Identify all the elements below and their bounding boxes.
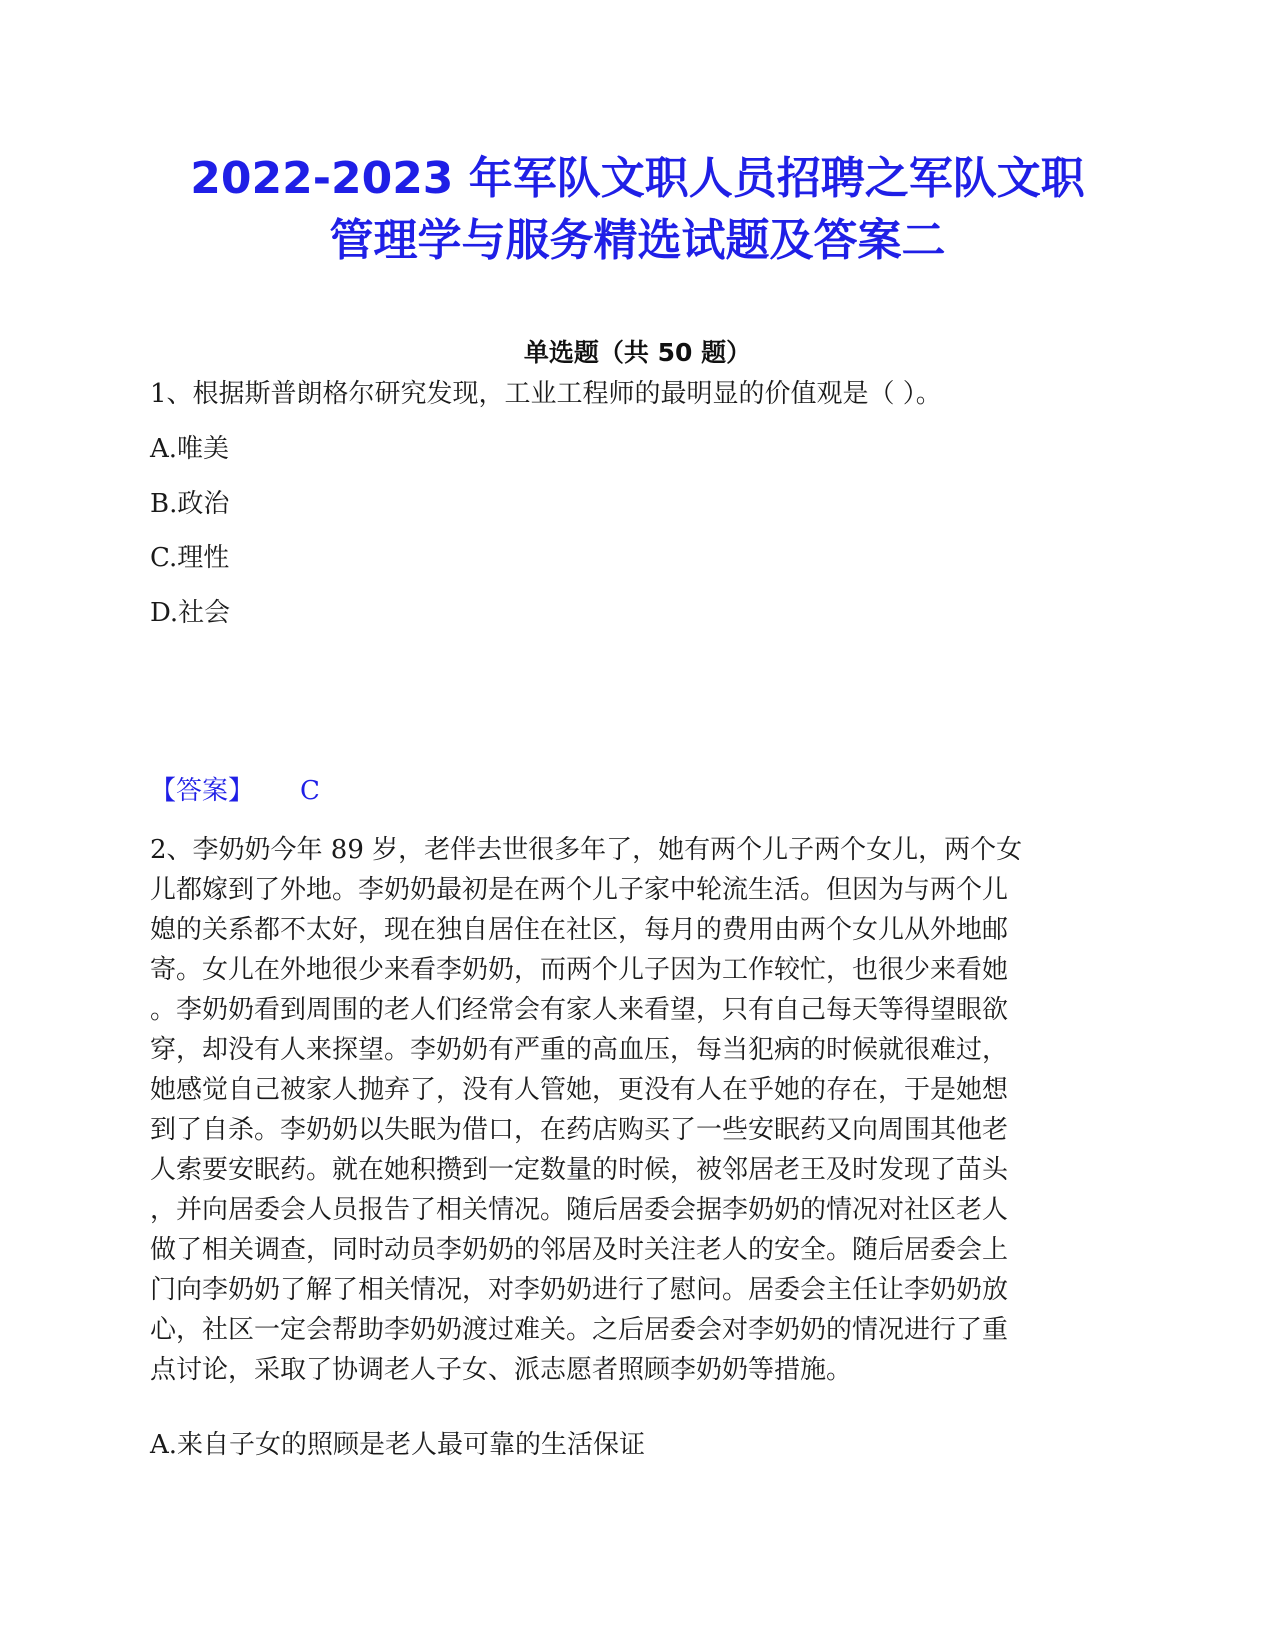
question-2-stem-line: 儿都嫁到了外地。李奶奶最初是在两个儿子家中轮流生活。但因为与两个儿 <box>150 875 1009 905</box>
question-2-stem-line: 穿，却没有人来探望。李奶奶有严重的高血压，每当犯病的时候就很难过， <box>150 1035 1009 1065</box>
question-1-option-c: C.理性 <box>150 543 230 573</box>
question-1-option-a: A.唯美 <box>150 434 230 464</box>
question-2-stem-line: 媳的关系都不太好，现在独自居住在社区，每月的费用由两个女儿从外地邮 <box>150 915 1009 945</box>
question-1-stem: 1、根据斯普朗格尔研究发现，工业工程师的最明显的价值观是（ ）。 <box>150 379 942 409</box>
question-2-stem-line: 点讨论，采取了协调老人子女、派志愿者照顾李奶奶等措施。 <box>150 1355 853 1385</box>
question-2-stem-line: ，并向居委会人员报告了相关情况。随后居委会据李奶奶的情况对社区老人 <box>150 1195 1009 1225</box>
document-title-line-2: 管理学与服务精选试题及答案二 <box>329 215 946 266</box>
question-1-answer <box>150 774 320 808</box>
section-heading: 单选题（共 50 题） <box>523 338 752 367</box>
document-title-line-1: 2022-2023 年军队文职人员招聘之军队文职 <box>190 153 1085 204</box>
question-2-stem-line: 。李奶奶看到周围的老人们经常会有家人来看望，只有自己每天等得望眼欲 <box>150 995 1009 1025</box>
question-1-option-b: B.政治 <box>150 489 230 519</box>
question-2-stem-line: 2、李奶奶今年 89 岁，老伴去世很多年了，她有两个儿子两个女儿，两个女 <box>150 835 1023 865</box>
document-title <box>120 148 1155 272</box>
question-2-stem-line: 人索要安眠药。就在她积攒到一定数量的时候，被邻居老王及时发现了苗头 <box>150 1155 1009 1185</box>
answer-label: 【答案】 <box>150 776 255 806</box>
question-2-stem-line: 到了自杀。李奶奶以失眠为借口，在药店购买了一些安眠药又向周围其他老 <box>150 1115 1009 1145</box>
question-2-option-a: A.来自子女的照顾是老人最可靠的生活保证 <box>150 1430 646 1460</box>
question-2-stem-line: 寄。女儿在外地很少来看李奶奶，而两个儿子因为工作较忙，也很少来看她 <box>150 955 1009 985</box>
question-2-stem-line: 做了相关调查，同时动员李奶奶的邻居及时关注老人的安全。随后居委会上 <box>150 1235 1009 1265</box>
question-2-stem-line: 心，社区一定会帮助李奶奶渡过难关。之后居委会对李奶奶的情况进行了重 <box>150 1315 1009 1345</box>
answer-value: C <box>300 776 320 806</box>
question-2-stem <box>150 830 1110 1390</box>
question-1-option-d: D.社会 <box>150 598 231 628</box>
question-2-stem-line: 门向李奶奶了解了相关情况，对李奶奶进行了慰问。居委会主任让李奶奶放 <box>150 1275 1009 1305</box>
question-2-stem-line: 她感觉自己被家人抛弃了，没有人管她，更没有人在乎她的存在，于是她想 <box>150 1075 1009 1105</box>
